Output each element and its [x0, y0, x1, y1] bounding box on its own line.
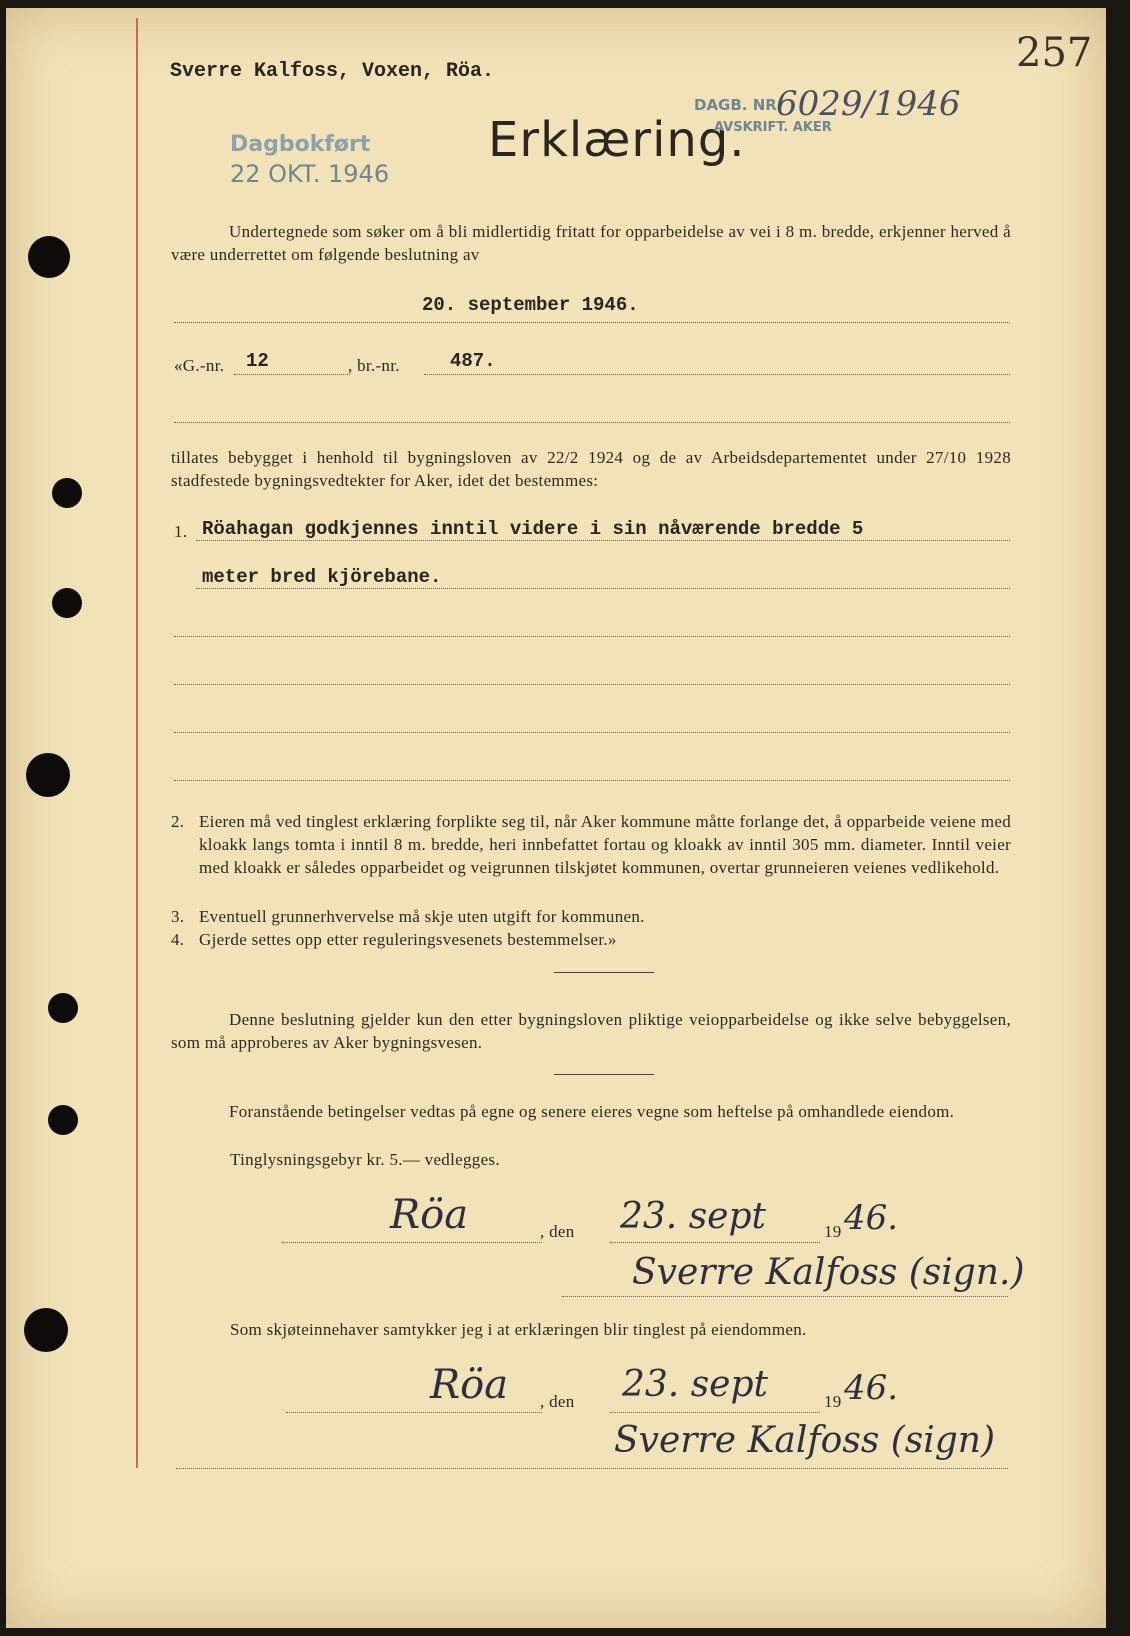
dotted-line [196, 588, 1010, 589]
punch-hole [52, 478, 82, 508]
applicant-line: Sverre Kalfoss, Voxen, Röa. [170, 60, 495, 83]
signature-2-place: Röa [430, 1362, 509, 1408]
dotted-line [196, 540, 1010, 541]
dagb-nr-stamp-label: DAGB. NR. [694, 96, 783, 114]
signature-1-place: Röa [390, 1192, 469, 1238]
punch-hole [24, 1308, 68, 1352]
punch-hole [28, 236, 70, 278]
punch-hole [52, 588, 82, 618]
signature-1-year-prefix: 19 [824, 1222, 842, 1241]
dotted-line [174, 422, 1010, 423]
dagbokfort-stamp-date: 22 OKT. 1946 [230, 160, 390, 188]
document-page [6, 8, 1106, 1628]
item-text: Gjerde settes opp etter reguleringsvesenets bestemmelser.» [199, 930, 617, 949]
dotted-line [174, 732, 1010, 733]
divider [554, 972, 654, 973]
dotted-line [234, 374, 350, 375]
signature-1-den: , den [540, 1222, 575, 1241]
item-text: Eventuell grunnerhvervelse må skje uten utgift for kommunen. [199, 907, 645, 926]
signature-line [176, 1468, 1008, 1469]
brnr-value: 487. [450, 350, 496, 372]
gnr-value: 12 [246, 350, 269, 372]
punch-hole [26, 753, 70, 797]
dotted-line [174, 636, 1010, 637]
page-number: 257 [1016, 30, 1093, 76]
signature-2-name: Sverre Kalfoss (sign) [614, 1420, 996, 1461]
item-number: 3. [171, 907, 185, 926]
dagbokfort-stamp-label: Dagbokført [230, 132, 371, 157]
signature-2-date: 23. sept [622, 1364, 768, 1405]
item-3 [171, 905, 1011, 928]
signature-2-den: , den [540, 1392, 575, 1411]
signature-1-name: Sverre Kalfoss (sign.) [632, 1252, 1025, 1293]
signature-1-year: 46. [844, 1198, 899, 1238]
margin-rule [136, 18, 138, 1468]
signature-line [562, 1296, 1008, 1297]
fee-line: Tinglysningsgebyr kr. 5.— vedlegges. [230, 1150, 500, 1169]
conditions-paragraph: Foranstående betingelser vedtas på egne og senere eieres vegne som heftelse på omhandlede eiendom. [229, 1102, 955, 1121]
punch-hole [48, 993, 78, 1023]
dagb-nr-value: 6029/1946 [776, 84, 961, 124]
item-4 [171, 928, 1011, 951]
dotted-line [610, 1242, 820, 1243]
dotted-line [282, 1242, 542, 1243]
dotted-line [610, 1412, 820, 1413]
note-paragraph: Denne beslutning gjelder kun den etter bygningsloven pliktige veiopparbeidelse og ikke selve bebyggelsen, som må approberes av Aker bygningsvesen. [171, 1010, 1011, 1052]
item-1-line-1: Röahagan godkjennes inntil videre i sin nåværende bredde 5 [202, 518, 864, 540]
dotted-line [424, 374, 1010, 375]
item-1-number: 1. [174, 522, 188, 541]
consent-paragraph: Som skjøteinnehaver samtykker jeg i at erklæringen blir tinglest på eiendommen. [230, 1320, 807, 1339]
divider [554, 1074, 654, 1075]
item-number: 4. [171, 930, 185, 949]
avskrift-stamp: AVSKRIFT. AKER [714, 120, 832, 135]
punch-hole [48, 1105, 78, 1135]
decision-date: 20. september 1946. [422, 294, 639, 316]
permit-paragraph: tillates bebygget i henhold til bygningsloven av 22/2 1924 og de av Arbeidsdepartementet under 27/10 1928 stadfestede bygningsvedtekter for Aker, idet det bestemmes: [171, 448, 1011, 490]
intro-paragraph: Undertegnede som søker om å bli midlertidig fritatt for opparbeidelse av vei i 8 m. bredde, erkjenner herved å være underrettet om følgende beslutning av [171, 222, 1011, 264]
document-title: Erklæring. [488, 112, 746, 168]
item-number: 2. [171, 812, 185, 831]
dotted-line [174, 322, 1010, 323]
signature-1-date: 23. sept [620, 1196, 766, 1237]
item-1-line-2: meter bred kjörebane. [202, 566, 442, 588]
signature-2-year: 46. [844, 1368, 899, 1408]
item-2 [171, 810, 1011, 879]
dotted-line [174, 684, 1010, 685]
dotted-line [174, 780, 1010, 781]
signature-2-year-prefix: 19 [824, 1392, 842, 1411]
item-text: Eieren må ved tinglest erklæring forplikte seg til, når Aker kommune måtte forlange det, å opparbeide veiene med kloakk langs tomta i inntil 8 m. bredde, heri innbefattet fortau og kloakk av inntil 305 mm. diameter. Inntil veier med kloakk er således opparbeidet og veigrunnen tilskjøtet kommunen, overtar grunneieren veienes vedlikehold. [199, 812, 1011, 877]
brnr-label: , br.-nr. [348, 356, 400, 375]
dotted-line [286, 1412, 542, 1413]
gnr-label: «G.-nr. [174, 356, 225, 375]
